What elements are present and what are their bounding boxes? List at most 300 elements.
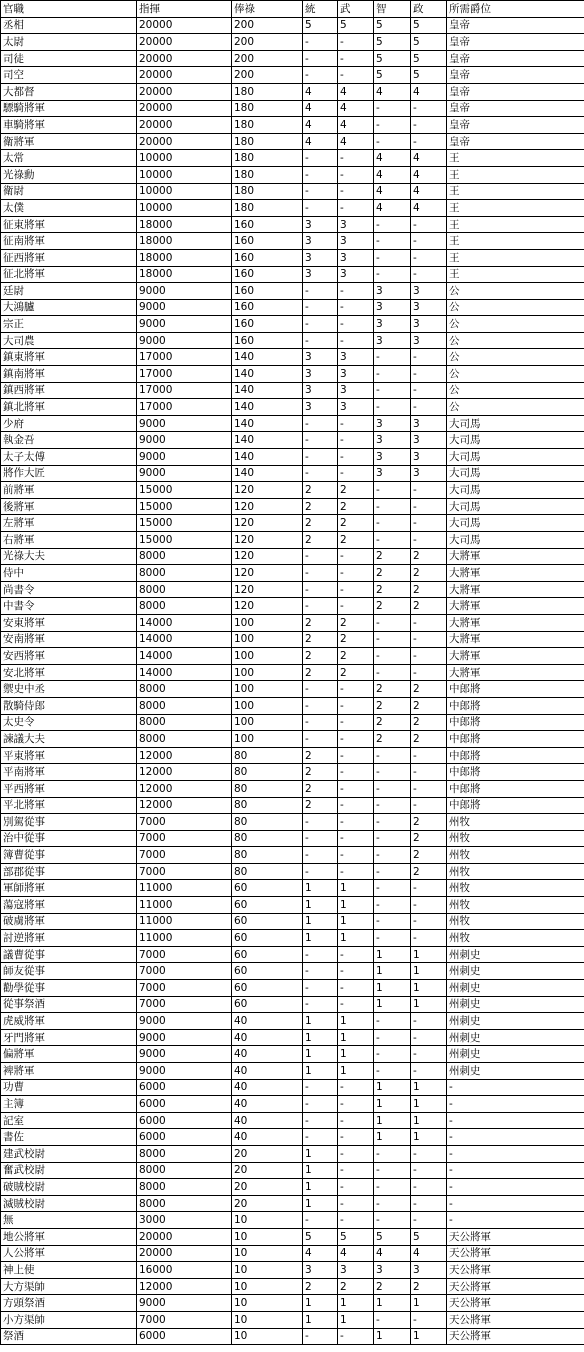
table-row xyxy=(1,880,584,897)
salary-cell: 10 xyxy=(232,1311,303,1328)
command-cell: 20000 xyxy=(137,17,232,34)
politics-cell: - xyxy=(411,399,447,416)
official-title-cell: 前將軍 xyxy=(1,482,137,499)
required-rank-cell: 州牧 xyxy=(447,847,584,864)
leadership-cell: - xyxy=(303,1096,338,1113)
required-rank-cell: 大將軍 xyxy=(447,614,584,631)
intelligence-cell: - xyxy=(374,664,411,681)
salary-cell: 180 xyxy=(232,200,303,217)
salary-cell: 40 xyxy=(232,1096,303,1113)
official-title-cell: 別駕從事 xyxy=(1,814,137,831)
intelligence-cell: 3 xyxy=(374,1262,411,1279)
required-rank-cell: 大司馬 xyxy=(447,449,584,466)
required-rank-cell: 大司馬 xyxy=(447,482,584,499)
politics-cell: - xyxy=(411,648,447,665)
salary-cell: 120 xyxy=(232,498,303,515)
leadership-cell: - xyxy=(303,1079,338,1096)
table-row xyxy=(1,482,584,499)
salary-cell: 80 xyxy=(232,764,303,781)
leadership-cell: - xyxy=(303,283,338,300)
official-title-cell: 功曹 xyxy=(1,1079,137,1096)
leadership-cell: 4 xyxy=(303,117,338,134)
required-rank-cell: 天公將軍 xyxy=(447,1311,584,1328)
required-rank-cell: 王 xyxy=(447,216,584,233)
command-cell: 20000 xyxy=(137,50,232,67)
salary-cell: 100 xyxy=(232,731,303,748)
table-row xyxy=(1,897,584,914)
war-cell: 1 xyxy=(338,1295,374,1312)
required-rank-cell: 州刺史 xyxy=(447,1013,584,1030)
official-title-cell: 安西將軍 xyxy=(1,648,137,665)
official-title-cell: 安北將軍 xyxy=(1,664,137,681)
leadership-cell: 1 xyxy=(303,1295,338,1312)
intelligence-cell: 3 xyxy=(374,465,411,482)
required-rank-cell: 皇帝 xyxy=(447,117,584,134)
command-cell: 6000 xyxy=(137,1096,232,1113)
war-cell: 1 xyxy=(338,1063,374,1080)
politics-cell: - xyxy=(411,515,447,532)
politics-cell: - xyxy=(411,614,447,631)
table-row xyxy=(1,34,584,51)
leadership-cell: - xyxy=(303,415,338,432)
table-row xyxy=(1,50,584,67)
war-cell: 4 xyxy=(338,83,374,100)
salary-cell: 140 xyxy=(232,382,303,399)
war-cell: - xyxy=(338,299,374,316)
war-cell: 1 xyxy=(338,1046,374,1063)
official-title-cell: 鎮西將軍 xyxy=(1,382,137,399)
command-cell: 20000 xyxy=(137,34,232,51)
command-cell: 18000 xyxy=(137,233,232,250)
salary-cell: 80 xyxy=(232,863,303,880)
intelligence-cell: 1 xyxy=(374,1096,411,1113)
official-title-cell: 太常 xyxy=(1,150,137,167)
war-cell: - xyxy=(338,830,374,847)
salary-cell: 40 xyxy=(232,1029,303,1046)
intelligence-cell: - xyxy=(374,913,411,930)
required-rank-cell: 中郎將 xyxy=(447,797,584,814)
salary-cell: 200 xyxy=(232,34,303,51)
war-cell: 1 xyxy=(338,1311,374,1328)
war-cell: 3 xyxy=(338,233,374,250)
war-cell: 3 xyxy=(338,249,374,266)
salary-cell: 140 xyxy=(232,432,303,449)
politics-cell: - xyxy=(411,797,447,814)
header-required-rank: 所需爵位 xyxy=(447,1,584,18)
leadership-cell: - xyxy=(303,200,338,217)
required-rank-cell: 大將軍 xyxy=(447,565,584,582)
required-rank-cell: - xyxy=(447,1145,584,1162)
command-cell: 7000 xyxy=(137,814,232,831)
war-cell: - xyxy=(338,847,374,864)
table-row xyxy=(1,399,584,416)
salary-cell: 120 xyxy=(232,532,303,549)
salary-cell: 60 xyxy=(232,880,303,897)
official-title-cell: 征北將軍 xyxy=(1,266,137,283)
war-cell: - xyxy=(338,548,374,565)
war-cell: 3 xyxy=(338,266,374,283)
politics-cell: 4 xyxy=(411,166,447,183)
war-cell: - xyxy=(338,465,374,482)
politics-cell: 5 xyxy=(411,17,447,34)
intelligence-cell: 2 xyxy=(374,581,411,598)
salary-cell: 40 xyxy=(232,1112,303,1129)
politics-cell: - xyxy=(411,1046,447,1063)
salary-cell: 160 xyxy=(232,216,303,233)
table-row xyxy=(1,714,584,731)
table-row xyxy=(1,1046,584,1063)
official-title-cell: 簿曹從事 xyxy=(1,847,137,864)
official-title-cell: 禦史中丞 xyxy=(1,681,137,698)
table-row xyxy=(1,648,584,665)
command-cell: 9000 xyxy=(137,432,232,449)
intelligence-cell: 1 xyxy=(374,1328,411,1345)
command-cell: 18000 xyxy=(137,249,232,266)
required-rank-cell: 公 xyxy=(447,349,584,366)
salary-cell: 120 xyxy=(232,482,303,499)
intelligence-cell: - xyxy=(374,814,411,831)
command-cell: 17000 xyxy=(137,349,232,366)
official-title-cell: 光祿勳 xyxy=(1,166,137,183)
leadership-cell: 2 xyxy=(303,797,338,814)
politics-cell: - xyxy=(411,233,447,250)
intelligence-cell: - xyxy=(374,797,411,814)
table-row xyxy=(1,980,584,997)
intelligence-cell: - xyxy=(374,266,411,283)
command-cell: 10000 xyxy=(137,166,232,183)
war-cell: - xyxy=(338,1112,374,1129)
leadership-cell: - xyxy=(303,432,338,449)
intelligence-cell: 5 xyxy=(374,34,411,51)
table-row xyxy=(1,216,584,233)
official-title-cell: 平東將軍 xyxy=(1,747,137,764)
command-cell: 8000 xyxy=(137,714,232,731)
table-row xyxy=(1,1129,584,1146)
salary-cell: 20 xyxy=(232,1179,303,1196)
official-title-cell: 軍師將軍 xyxy=(1,880,137,897)
required-rank-cell: 州刺史 xyxy=(447,946,584,963)
command-cell: 7000 xyxy=(137,847,232,864)
politics-cell: 1 xyxy=(411,980,447,997)
salary-cell: 100 xyxy=(232,614,303,631)
intelligence-cell: 3 xyxy=(374,283,411,300)
leadership-cell: 3 xyxy=(303,1262,338,1279)
leadership-cell: 2 xyxy=(303,764,338,781)
required-rank-cell: 大將軍 xyxy=(447,664,584,681)
command-cell: 20000 xyxy=(137,100,232,117)
command-cell: 9000 xyxy=(137,332,232,349)
politics-cell: 3 xyxy=(411,432,447,449)
required-rank-cell: 大將軍 xyxy=(447,581,584,598)
required-rank-cell: 大司馬 xyxy=(447,432,584,449)
war-cell: - xyxy=(338,598,374,615)
required-rank-cell: 皇帝 xyxy=(447,83,584,100)
salary-cell: 100 xyxy=(232,648,303,665)
official-title-cell: 師友從事 xyxy=(1,963,137,980)
table-row xyxy=(1,614,584,631)
intelligence-cell: - xyxy=(374,117,411,134)
leadership-cell: - xyxy=(303,697,338,714)
required-rank-cell: 公 xyxy=(447,283,584,300)
table-row xyxy=(1,233,584,250)
official-title-cell: 征南將軍 xyxy=(1,233,137,250)
command-cell: 7000 xyxy=(137,996,232,1013)
command-cell: 9000 xyxy=(137,449,232,466)
leadership-cell: 1 xyxy=(303,1013,338,1030)
table-row xyxy=(1,83,584,100)
politics-cell: 2 xyxy=(411,714,447,731)
politics-cell: - xyxy=(411,1311,447,1328)
salary-cell: 40 xyxy=(232,1013,303,1030)
required-rank-cell: 皇帝 xyxy=(447,100,584,117)
politics-cell: - xyxy=(411,880,447,897)
official-title-cell: 奮武校尉 xyxy=(1,1162,137,1179)
required-rank-cell: 大將軍 xyxy=(447,598,584,615)
war-cell: - xyxy=(338,1195,374,1212)
leadership-cell: - xyxy=(303,996,338,1013)
war-cell: - xyxy=(338,697,374,714)
required-rank-cell: 州牧 xyxy=(447,830,584,847)
header-intelligence: 智 xyxy=(374,1,411,18)
table-row xyxy=(1,117,584,134)
table-row xyxy=(1,332,584,349)
politics-cell: - xyxy=(411,1195,447,1212)
required-rank-cell: - xyxy=(447,1212,584,1229)
required-rank-cell: 州刺史 xyxy=(447,963,584,980)
required-rank-cell: 州牧 xyxy=(447,913,584,930)
table-row xyxy=(1,1162,584,1179)
salary-cell: 200 xyxy=(232,50,303,67)
table-row xyxy=(1,581,584,598)
intelligence-cell: - xyxy=(374,1063,411,1080)
official-title-cell: 主簿 xyxy=(1,1096,137,1113)
command-cell: 10000 xyxy=(137,183,232,200)
leadership-cell: 1 xyxy=(303,1195,338,1212)
official-title-cell: 鎮北將軍 xyxy=(1,399,137,416)
leadership-cell: - xyxy=(303,565,338,582)
official-title-cell: 衛尉 xyxy=(1,183,137,200)
salary-cell: 80 xyxy=(232,830,303,847)
table-row xyxy=(1,200,584,217)
politics-cell: 3 xyxy=(411,332,447,349)
table-row xyxy=(1,847,584,864)
official-title-cell: 車騎將軍 xyxy=(1,117,137,134)
official-title-cell: 記室 xyxy=(1,1112,137,1129)
politics-cell: - xyxy=(411,382,447,399)
required-rank-cell: 天公將軍 xyxy=(447,1228,584,1245)
table-row xyxy=(1,1295,584,1312)
salary-cell: 120 xyxy=(232,515,303,532)
command-cell: 6000 xyxy=(137,1079,232,1096)
leadership-cell: 1 xyxy=(303,1063,338,1080)
leadership-cell: - xyxy=(303,50,338,67)
command-cell: 17000 xyxy=(137,366,232,383)
intelligence-cell: - xyxy=(374,349,411,366)
leadership-cell: - xyxy=(303,449,338,466)
official-title-cell: 議曹從事 xyxy=(1,946,137,963)
official-title-cell: 從事祭酒 xyxy=(1,996,137,1013)
politics-cell: 5 xyxy=(411,34,447,51)
table-row xyxy=(1,664,584,681)
war-cell: 4 xyxy=(338,133,374,150)
table-row xyxy=(1,415,584,432)
table-row xyxy=(1,183,584,200)
official-title-cell: 破賊校尉 xyxy=(1,1179,137,1196)
command-cell: 7000 xyxy=(137,830,232,847)
required-rank-cell: 王 xyxy=(447,266,584,283)
header-politics: 政 xyxy=(411,1,447,18)
war-cell: - xyxy=(338,1129,374,1146)
politics-cell: 3 xyxy=(411,1262,447,1279)
official-title-cell: 平北將軍 xyxy=(1,797,137,814)
leadership-cell: 1 xyxy=(303,1311,338,1328)
politics-cell: 1 xyxy=(411,1129,447,1146)
intelligence-cell: - xyxy=(374,747,411,764)
required-rank-cell: - xyxy=(447,1112,584,1129)
politics-cell: 3 xyxy=(411,415,447,432)
war-cell: 3 xyxy=(338,399,374,416)
salary-cell: 160 xyxy=(232,266,303,283)
command-cell: 9000 xyxy=(137,415,232,432)
war-cell: 3 xyxy=(338,382,374,399)
politics-cell: 1 xyxy=(411,963,447,980)
command-cell: 7000 xyxy=(137,963,232,980)
intelligence-cell: 5 xyxy=(374,67,411,84)
required-rank-cell: 皇帝 xyxy=(447,50,584,67)
required-rank-cell: 王 xyxy=(447,183,584,200)
politics-cell: - xyxy=(411,747,447,764)
politics-cell: - xyxy=(411,930,447,947)
official-title-cell: 書佐 xyxy=(1,1129,137,1146)
salary-cell: 60 xyxy=(232,996,303,1013)
war-cell: - xyxy=(338,1079,374,1096)
command-cell: 8000 xyxy=(137,565,232,582)
required-rank-cell: 中郎將 xyxy=(447,780,584,797)
intelligence-cell: - xyxy=(374,1145,411,1162)
salary-cell: 180 xyxy=(232,183,303,200)
intelligence-cell: 4 xyxy=(374,200,411,217)
war-cell: - xyxy=(338,183,374,200)
politics-cell: 4 xyxy=(411,183,447,200)
table-row xyxy=(1,266,584,283)
table-row xyxy=(1,863,584,880)
command-cell: 9000 xyxy=(137,1295,232,1312)
official-title-cell: 治中從事 xyxy=(1,830,137,847)
table-row xyxy=(1,1063,584,1080)
salary-cell: 140 xyxy=(232,465,303,482)
table-row xyxy=(1,1145,584,1162)
salary-cell: 40 xyxy=(232,1063,303,1080)
war-cell: - xyxy=(338,863,374,880)
politics-cell: 2 xyxy=(411,681,447,698)
table-row xyxy=(1,1278,584,1295)
politics-cell: 2 xyxy=(411,581,447,598)
required-rank-cell: 中郎將 xyxy=(447,764,584,781)
required-rank-cell: 皇帝 xyxy=(447,34,584,51)
leadership-cell: 3 xyxy=(303,216,338,233)
leadership-cell: 3 xyxy=(303,382,338,399)
command-cell: 6000 xyxy=(137,1328,232,1345)
war-cell: 4 xyxy=(338,100,374,117)
table-row xyxy=(1,565,584,582)
official-title-cell: 無 xyxy=(1,1212,137,1229)
politics-cell: 4 xyxy=(411,150,447,167)
leadership-cell: - xyxy=(303,946,338,963)
politics-cell: - xyxy=(411,532,447,549)
table-row xyxy=(1,316,584,333)
salary-cell: 10 xyxy=(232,1245,303,1262)
politics-cell: - xyxy=(411,482,447,499)
leadership-cell: 1 xyxy=(303,1145,338,1162)
table-row xyxy=(1,299,584,316)
politics-cell: - xyxy=(411,349,447,366)
required-rank-cell: 天公將軍 xyxy=(447,1295,584,1312)
intelligence-cell: - xyxy=(374,930,411,947)
politics-cell: - xyxy=(411,897,447,914)
leadership-cell: - xyxy=(303,548,338,565)
leadership-cell: 3 xyxy=(303,366,338,383)
intelligence-cell: 4 xyxy=(374,83,411,100)
war-cell: 1 xyxy=(338,1013,374,1030)
politics-cell: 3 xyxy=(411,299,447,316)
required-rank-cell: 州刺史 xyxy=(447,980,584,997)
war-cell: - xyxy=(338,963,374,980)
command-cell: 10000 xyxy=(137,150,232,167)
war-cell: - xyxy=(338,449,374,466)
intelligence-cell: - xyxy=(374,648,411,665)
salary-cell: 60 xyxy=(232,913,303,930)
salary-cell: 120 xyxy=(232,565,303,582)
official-title-cell: 衛將軍 xyxy=(1,133,137,150)
politics-cell: 4 xyxy=(411,1245,447,1262)
politics-cell: - xyxy=(411,1179,447,1196)
command-cell: 9000 xyxy=(137,465,232,482)
salary-cell: 140 xyxy=(232,449,303,466)
official-title-cell: 散騎侍郎 xyxy=(1,697,137,714)
required-rank-cell: - xyxy=(447,1195,584,1212)
command-cell: 10000 xyxy=(137,200,232,217)
official-title-cell: 蕩寇將軍 xyxy=(1,897,137,914)
politics-cell: 3 xyxy=(411,465,447,482)
command-cell: 8000 xyxy=(137,1162,232,1179)
official-title-cell: 少府 xyxy=(1,415,137,432)
command-cell: 9000 xyxy=(137,1046,232,1063)
war-cell: - xyxy=(338,67,374,84)
leadership-cell: - xyxy=(303,183,338,200)
politics-cell: - xyxy=(411,1063,447,1080)
official-title-cell: 安東將軍 xyxy=(1,614,137,631)
command-cell: 16000 xyxy=(137,1262,232,1279)
command-cell: 9000 xyxy=(137,316,232,333)
politics-cell: 2 xyxy=(411,731,447,748)
politics-cell: - xyxy=(411,780,447,797)
required-rank-cell: 皇帝 xyxy=(447,67,584,84)
politics-cell: 1 xyxy=(411,1079,447,1096)
table-row xyxy=(1,133,584,150)
command-cell: 20000 xyxy=(137,133,232,150)
salary-cell: 160 xyxy=(232,249,303,266)
intelligence-cell: - xyxy=(374,366,411,383)
required-rank-cell: 州牧 xyxy=(447,930,584,947)
required-rank-cell: 公 xyxy=(447,299,584,316)
command-cell: 9000 xyxy=(137,283,232,300)
command-cell: 7000 xyxy=(137,946,232,963)
salary-cell: 60 xyxy=(232,930,303,947)
salary-cell: 20 xyxy=(232,1162,303,1179)
salary-cell: 200 xyxy=(232,17,303,34)
salary-cell: 140 xyxy=(232,415,303,432)
table-row xyxy=(1,1212,584,1229)
